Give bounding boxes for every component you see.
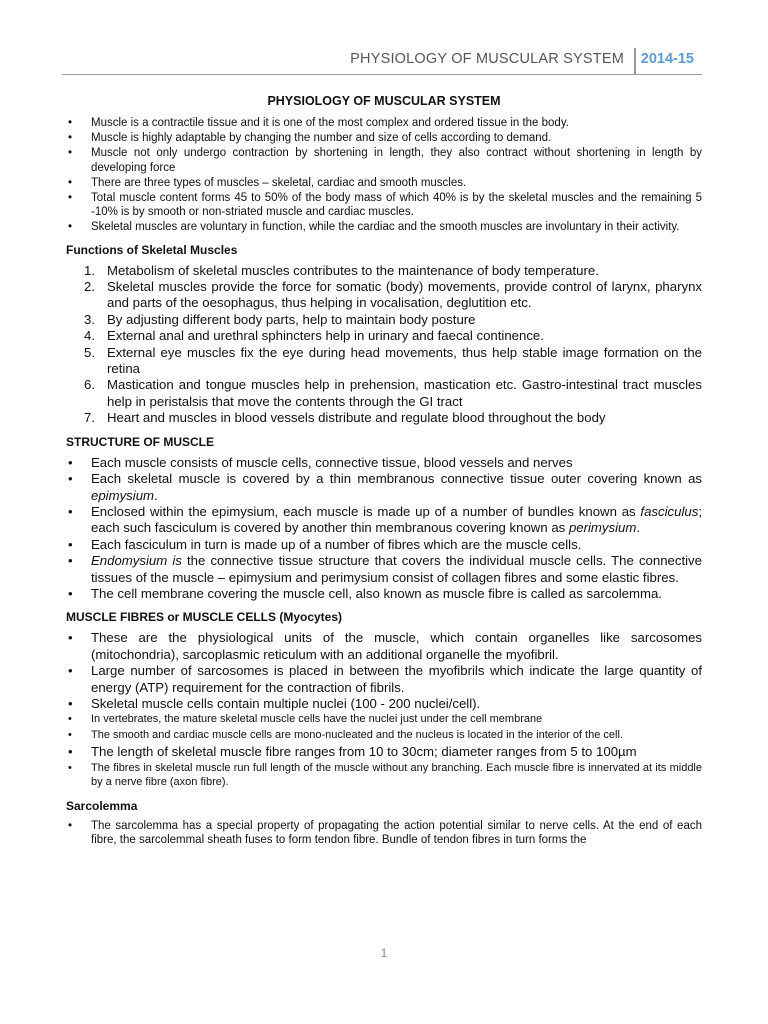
function-item: 2. Skeletal muscles provide the force for somatic (body) movements, provide control of larynx, pharynx and parts of the oesophagus, thus helping in vocalisation, deglutition etc. — [84, 279, 702, 311]
term-fasciculus: fasciculus — [640, 503, 699, 519]
sarcolemma-heading: Sarcolemma — [66, 798, 138, 813]
function-item: 3. By adjusting different body parts, help to maintain body posture — [84, 311, 476, 327]
structure-item: • Enclosed within the epimysium, each muscle is made up of a number of bundles known as fasciculus; each such fasciculum is covered by another thin membranous covering known as perimysium. — [66, 504, 702, 537]
structure-item: • Endomysium is the connective tissue structure that covers the individual muscle cells. The connective tissues of the muscle – epimysium and perimysium consist of collagen fibres and some elastic fibres. — [66, 553, 702, 586]
function-item: 7. Heart and muscles in blood vessels distribute and regulate blood throughout the body — [84, 410, 606, 426]
sarcolemma-list — [66, 819, 702, 847]
intro-item: • Muscle not only undergo contraction by shortening in length, they also contract without shortening in length by developing force — [66, 146, 702, 174]
running-header — [62, 48, 702, 76]
function-item: 1. Metabolism of skeletal muscles contributes to the maintenance of body temperature. — [84, 262, 599, 278]
structure-item: • Each skeletal muscle is covered by a thin membranous connective tissue outer covering known as epimysium. — [66, 471, 702, 504]
fibre-item: • In vertebrates, the mature skeletal muscle cells have the nuclei just under the cell membrane — [66, 712, 702, 726]
functions-heading: Functions of Skeletal Muscles — [66, 242, 238, 257]
structure-item: • Each fasciculum in turn is made up of a number of fibres which are the muscle cells. — [66, 537, 702, 553]
sarcolemma-item: • The sarcolemma has a special property of propagating the action potential similar to nerve cells. At the end of each fibre, the sarcolemmal sheath fuses to form tendon fibre. Bundle of tendon fibres in turn forms the — [66, 819, 702, 847]
term-perimysium: perimysium — [568, 520, 637, 536]
intro-item: • Muscle is highly adaptable by changing the number and size of cells according to demand. — [66, 131, 702, 145]
intro-item: • Muscle is a contractile tissue and it is one of the most complex and ordered tissue in the body. — [66, 116, 702, 130]
intro-item: • Skeletal muscles are voluntary in function, while the cardiac and the smooth muscles are involuntary in their activity. — [66, 220, 702, 234]
function-item: 6. Mastication and tongue muscles help in prehension, mastication etc. Gastro-intestinal tract muscles help in peristalsis that move the contents through the GI tract — [84, 377, 702, 409]
structure-heading: STRUCTURE OF MUSCLE — [66, 434, 214, 449]
header-year: 2014-15 — [640, 51, 694, 67]
fibre-item: • Large number of sarcosomes is placed in between the myofibrils which indicate the large quantity of energy (ATP) requirement for the contraction of fibrils. — [66, 663, 702, 696]
header-separator — [634, 48, 636, 74]
document-title: PHYSIOLOGY OF MUSCULAR SYSTEM — [267, 94, 501, 108]
structure-list — [66, 455, 702, 603]
fibre-item: • The fibres in skeletal muscle run full length of the muscle without any branching. Each muscle fibre is innervated at its middle by a nerve fibre (axon fibre). — [66, 761, 702, 789]
fibre-item: • The length of skeletal muscle fibre ranges from 10 to 30cm; diameter ranges from 5 to 100µm — [66, 744, 702, 760]
structure-item: • Each muscle consists of muscle cells, connective tissue, blood vessels and nerves — [66, 455, 702, 471]
fibre-item: • The smooth and cardiac muscle cells are mono-nucleated and the nucleus is located in the interior of the cell. — [66, 728, 702, 742]
intro-item: • Total muscle content forms 45 to 50% of the body mass of which 40% is by the skeletal muscles and the remaining 5 -10% is by smooth or non-striated muscle and cardiac muscles. — [66, 191, 702, 219]
functions-list — [66, 263, 702, 427]
running-header-title: PHYSIOLOGY OF MUSCULAR SYSTEM — [350, 51, 624, 67]
term-epimysium: epimysium — [91, 487, 155, 503]
fibres-list — [66, 630, 702, 788]
page-content — [66, 94, 702, 848]
page-number: 1 — [380, 946, 388, 960]
intro-item: • There are three types of muscles – skeletal, cardiac and smooth muscles. — [66, 176, 702, 190]
header-rule — [62, 74, 702, 75]
fibres-heading: MUSCLE FIBRES or MUSCLE CELLS (Myocytes) — [66, 610, 343, 625]
fibre-item: • Skeletal muscle cells contain multiple nuclei (100 - 200 nuclei/cell). — [66, 696, 702, 712]
intro-list — [66, 116, 702, 235]
structure-item: • The cell membrane covering the muscle cell, also known as muscle fibre is called as sarcolemma. — [66, 586, 702, 602]
function-item: 5. External eye muscles fix the eye during head movements, thus help stable image formation on the retina — [84, 344, 702, 377]
term-endomysium: Endomysium is — [91, 553, 182, 569]
fibre-item: • These are the physiological units of the muscle, which contain organelles like sarcosomes (mitochondria), sarcoplasmic reticulum with an additional organelle the myofibril. — [66, 630, 702, 663]
function-item: 4. External anal and urethral sphincters help in urinary and faecal continence. — [84, 328, 544, 344]
